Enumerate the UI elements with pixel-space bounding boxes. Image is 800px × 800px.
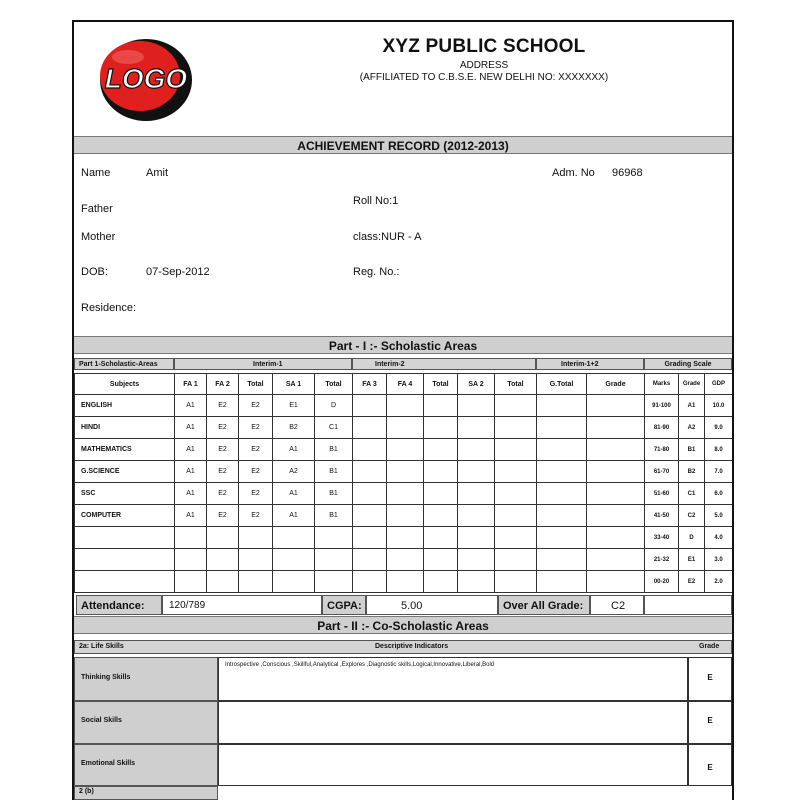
empty-cell — [424, 527, 458, 549]
empty-cell — [273, 571, 315, 593]
school-header — [74, 22, 732, 136]
empty-cell — [75, 549, 175, 571]
grading-row — [645, 417, 733, 439]
table-row — [75, 461, 645, 483]
grading-cell: E1 — [679, 549, 705, 571]
grading-cell: 33-40 — [645, 527, 679, 549]
empty-cell — [207, 571, 239, 593]
empty-cell — [587, 571, 645, 593]
table-row — [75, 483, 645, 505]
empty-cell — [458, 571, 495, 593]
student-name: Amit — [146, 167, 168, 179]
roll-number: Roll No:1 — [353, 195, 399, 207]
group-grading-scale: Grading Scale — [644, 358, 732, 370]
empty-cell — [587, 417, 645, 439]
column-header: G.Total — [537, 374, 587, 395]
grading-cell: 8.0 — [705, 439, 733, 461]
grading-header-cell: GDP — [705, 374, 733, 395]
grading-row — [645, 439, 733, 461]
empty-cell — [495, 483, 537, 505]
empty-cell — [387, 527, 424, 549]
empty-cell — [353, 483, 387, 505]
subject-cell: COMPUTER — [75, 505, 175, 527]
part1-title: Part - I :- Scholastic Areas — [74, 336, 732, 354]
grade-cell: E2 — [239, 461, 273, 483]
empty-cell — [587, 527, 645, 549]
skill-social-grade: E — [688, 701, 732, 744]
grading-cell: C2 — [679, 505, 705, 527]
grade-cell: E2 — [207, 439, 239, 461]
grade-cell: B1 — [315, 483, 353, 505]
column-header: Total — [239, 374, 273, 395]
empty-cell — [207, 527, 239, 549]
grade-cell: A1 — [175, 417, 207, 439]
empty-cell — [458, 483, 495, 505]
empty-cell — [387, 439, 424, 461]
empty-cell — [537, 461, 587, 483]
empty-cell — [175, 527, 207, 549]
summary-blank — [644, 595, 732, 615]
table-row — [75, 417, 645, 439]
empty-cell — [424, 483, 458, 505]
column-header: SA 1 — [273, 374, 315, 395]
grading-cell: 71-80 — [645, 439, 679, 461]
grade-cell: E2 — [239, 505, 273, 527]
grade-cell: A1 — [273, 505, 315, 527]
column-header: FA 3 — [353, 374, 387, 395]
empty-cell — [458, 439, 495, 461]
empty-cell — [387, 461, 424, 483]
dob-value: 07-Sep-2012 — [146, 266, 210, 278]
grade-cell: E2 — [207, 461, 239, 483]
grade-cell: E2 — [207, 417, 239, 439]
empty-cell — [587, 395, 645, 417]
column-header: Grade — [587, 374, 645, 395]
grading-cell: 61-70 — [645, 461, 679, 483]
indicators-label: Descriptive Indicators — [375, 643, 449, 650]
subject-cell: HINDI — [75, 417, 175, 439]
scholastic-table — [74, 373, 645, 593]
overall-grade-label: Over All Grade: — [498, 595, 590, 615]
grade-cell: A1 — [175, 483, 207, 505]
column-header: Total — [315, 374, 353, 395]
empty-cell — [424, 549, 458, 571]
empty-cell — [458, 527, 495, 549]
subject-cell: ENGLISH — [75, 395, 175, 417]
table-row — [75, 439, 645, 461]
empty-cell — [353, 549, 387, 571]
grading-cell: 91-100 — [645, 395, 679, 417]
mother-label: Mother — [81, 231, 116, 243]
empty-cell — [537, 549, 587, 571]
empty-cell — [387, 417, 424, 439]
grading-cell: 41-50 — [645, 505, 679, 527]
empty-cell — [458, 417, 495, 439]
dob-label: DOB: — [81, 266, 108, 278]
grade-cell: E2 — [239, 439, 273, 461]
grading-cell: C1 — [679, 483, 705, 505]
skill-social-descriptor — [218, 701, 688, 744]
skill-thinking: Thinking Skills — [74, 657, 218, 701]
empty-cell — [587, 439, 645, 461]
empty-cell — [587, 549, 645, 571]
grade-cell: A1 — [175, 395, 207, 417]
empty-cell — [424, 417, 458, 439]
empty-cell — [353, 461, 387, 483]
grading-cell: A2 — [679, 417, 705, 439]
father-label: Father — [81, 203, 113, 215]
grading-cell: D — [679, 527, 705, 549]
subject-cell: SSC — [75, 483, 175, 505]
empty-cell — [75, 571, 175, 593]
table-header-row — [75, 374, 645, 395]
grading-cell: 5.0 — [705, 505, 733, 527]
empty-cell — [537, 527, 587, 549]
grade-cell: B1 — [315, 505, 353, 527]
empty-cell — [424, 461, 458, 483]
grade-cell: B1 — [315, 461, 353, 483]
skill-social: Social Skills — [74, 701, 218, 744]
grading-header-row — [645, 374, 733, 395]
grading-cell: 7.0 — [705, 461, 733, 483]
empty-cell — [175, 571, 207, 593]
empty-cell — [495, 461, 537, 483]
grading-header-cell: Marks — [645, 374, 679, 395]
empty-cell — [315, 549, 353, 571]
reg-label: Reg. No.: — [353, 266, 400, 278]
empty-cell — [387, 571, 424, 593]
column-header: Total — [495, 374, 537, 395]
empty-cell — [537, 505, 587, 527]
empty-cell — [537, 417, 587, 439]
grading-cell: 6.0 — [705, 483, 733, 505]
empty-row — [75, 527, 645, 549]
empty-cell — [587, 505, 645, 527]
grade-cell: E2 — [207, 483, 239, 505]
grading-scale-table — [644, 373, 733, 593]
grade-cell: A1 — [175, 439, 207, 461]
empty-cell — [353, 395, 387, 417]
life-skills-label: 2a: Life Skills — [79, 643, 124, 650]
empty-cell — [537, 439, 587, 461]
empty-row — [75, 549, 645, 571]
empty-cell — [353, 505, 387, 527]
school-title-block — [274, 36, 694, 83]
grading-cell: 51-60 — [645, 483, 679, 505]
grading-row — [645, 527, 733, 549]
empty-cell — [424, 439, 458, 461]
section-2b-label: 2 (b) — [74, 786, 218, 800]
class-value: class:NUR - A — [353, 231, 422, 243]
empty-cell — [353, 417, 387, 439]
grading-row — [645, 395, 733, 417]
empty-cell — [315, 571, 353, 593]
column-header: SA 2 — [458, 374, 495, 395]
empty-cell — [207, 549, 239, 571]
empty-cell — [587, 483, 645, 505]
subject-cell: G.SCIENCE — [75, 461, 175, 483]
grade-cell: E2 — [239, 395, 273, 417]
grading-cell: 21-32 — [645, 549, 679, 571]
empty-cell — [75, 527, 175, 549]
empty-cell — [495, 505, 537, 527]
report-card — [72, 20, 734, 800]
empty-cell — [495, 439, 537, 461]
empty-cell — [495, 549, 537, 571]
empty-cell — [495, 417, 537, 439]
column-header: FA 2 — [207, 374, 239, 395]
school-address: ADDRESS — [459, 60, 509, 71]
co-scholastic-header — [74, 640, 732, 654]
grade-cell: A1 — [175, 505, 207, 527]
grading-header-cell: Grade — [679, 374, 705, 395]
skill-emotional-descriptor — [218, 744, 688, 786]
empty-cell — [353, 527, 387, 549]
cgpa-value: 5.00 — [366, 595, 498, 615]
grade-cell: E2 — [207, 395, 239, 417]
grading-cell: E2 — [679, 571, 705, 593]
grading-cell: 2.0 — [705, 571, 733, 593]
adm-label: Adm. No — [552, 167, 595, 179]
empty-cell — [495, 395, 537, 417]
grading-row — [645, 461, 733, 483]
empty-cell — [458, 549, 495, 571]
summary-bar — [74, 595, 732, 615]
empty-cell — [495, 571, 537, 593]
grade-cell: E2 — [239, 417, 273, 439]
empty-cell — [587, 461, 645, 483]
cgpa-label: CGPA: — [322, 595, 366, 615]
empty-row — [75, 571, 645, 593]
empty-cell — [458, 505, 495, 527]
skill-thinking-descriptor: Introspective ,Conscious ,Skillful,Analytical ,Explores ,Diagnostic skills,Logical,Innovative,Liberal,Bold — [218, 657, 688, 701]
group-interim-2: Interim-2 — [352, 358, 536, 370]
grade-cell: E1 — [273, 395, 315, 417]
grade-cell: A1 — [175, 461, 207, 483]
skill-thinking-grade: E — [688, 657, 732, 701]
attendance-label: Attendance: — [76, 595, 162, 615]
group-interim-1-2: Interim-1+2 — [536, 358, 644, 370]
grading-cell: A1 — [679, 395, 705, 417]
grading-cell: 00-20 — [645, 571, 679, 593]
grading-row — [645, 483, 733, 505]
empty-cell — [239, 527, 273, 549]
grade-cell: B1 — [315, 439, 353, 461]
subject-cell: MATHEMATICS — [75, 439, 175, 461]
empty-cell — [387, 483, 424, 505]
empty-cell — [495, 527, 537, 549]
logo-text: LOGO — [104, 63, 188, 94]
name-label: Name — [81, 167, 111, 179]
empty-cell — [387, 505, 424, 527]
empty-cell — [424, 395, 458, 417]
column-header: FA 1 — [175, 374, 207, 395]
empty-cell — [387, 549, 424, 571]
school-name: XYZ PUBLIC SCHOOL — [382, 36, 586, 57]
grading-row — [645, 505, 733, 527]
grade-cell: E2 — [207, 505, 239, 527]
empty-cell — [353, 439, 387, 461]
grading-row — [645, 549, 733, 571]
empty-cell — [239, 549, 273, 571]
grade-label: Grade — [699, 643, 720, 650]
table-row — [75, 505, 645, 527]
grade-cell: A2 — [273, 461, 315, 483]
grading-cell: B1 — [679, 439, 705, 461]
grade-cell: C1 — [315, 417, 353, 439]
school-logo — [98, 33, 194, 123]
empty-cell — [387, 395, 424, 417]
empty-cell — [315, 527, 353, 549]
empty-cell — [239, 571, 273, 593]
grade-cell: A1 — [273, 439, 315, 461]
grading-cell: 9.0 — [705, 417, 733, 439]
empty-cell — [537, 395, 587, 417]
grading-cell: 4.0 — [705, 527, 733, 549]
grading-cell: 3.0 — [705, 549, 733, 571]
skill-emotional-grade: E — [688, 744, 732, 786]
empty-cell — [537, 571, 587, 593]
record-title: ACHIEVEMENT RECORD (2012-2013) — [74, 136, 732, 154]
column-header: FA 4 — [387, 374, 424, 395]
grade-cell: A1 — [273, 483, 315, 505]
attendance-value: 120/789 — [162, 595, 322, 615]
empty-cell — [458, 461, 495, 483]
table-row — [75, 395, 645, 417]
grading-row — [645, 571, 733, 593]
empty-cell — [273, 527, 315, 549]
grade-cell: E2 — [239, 483, 273, 505]
school-affiliation: (AFFILIATED TO C.B.S.E. NEW DELHI NO: XXXXXXX) — [359, 72, 609, 83]
column-header: Subjects — [75, 374, 175, 395]
empty-cell — [353, 571, 387, 593]
column-header: Total — [424, 374, 458, 395]
empty-cell — [458, 395, 495, 417]
grade-cell: D — [315, 395, 353, 417]
grading-cell: 81-90 — [645, 417, 679, 439]
overall-grade-value: C2 — [590, 595, 644, 615]
empty-cell — [175, 549, 207, 571]
group-scholastic-areas: Part 1-Scholastic-Areas — [74, 358, 174, 370]
empty-cell — [537, 483, 587, 505]
residence-label: Residence: — [81, 302, 137, 314]
empty-cell — [273, 549, 315, 571]
empty-cell — [424, 571, 458, 593]
skill-emotional: Emotional Skills — [74, 744, 218, 786]
empty-cell — [424, 505, 458, 527]
part2-title: Part - II :- Co-Scholastic Areas — [74, 616, 732, 634]
grading-cell: B2 — [679, 461, 705, 483]
adm-number: 96968 — [612, 167, 643, 179]
group-interim-1: Interim-1 — [174, 358, 352, 370]
grading-cell: 10.0 — [705, 395, 733, 417]
grade-cell: B2 — [273, 417, 315, 439]
